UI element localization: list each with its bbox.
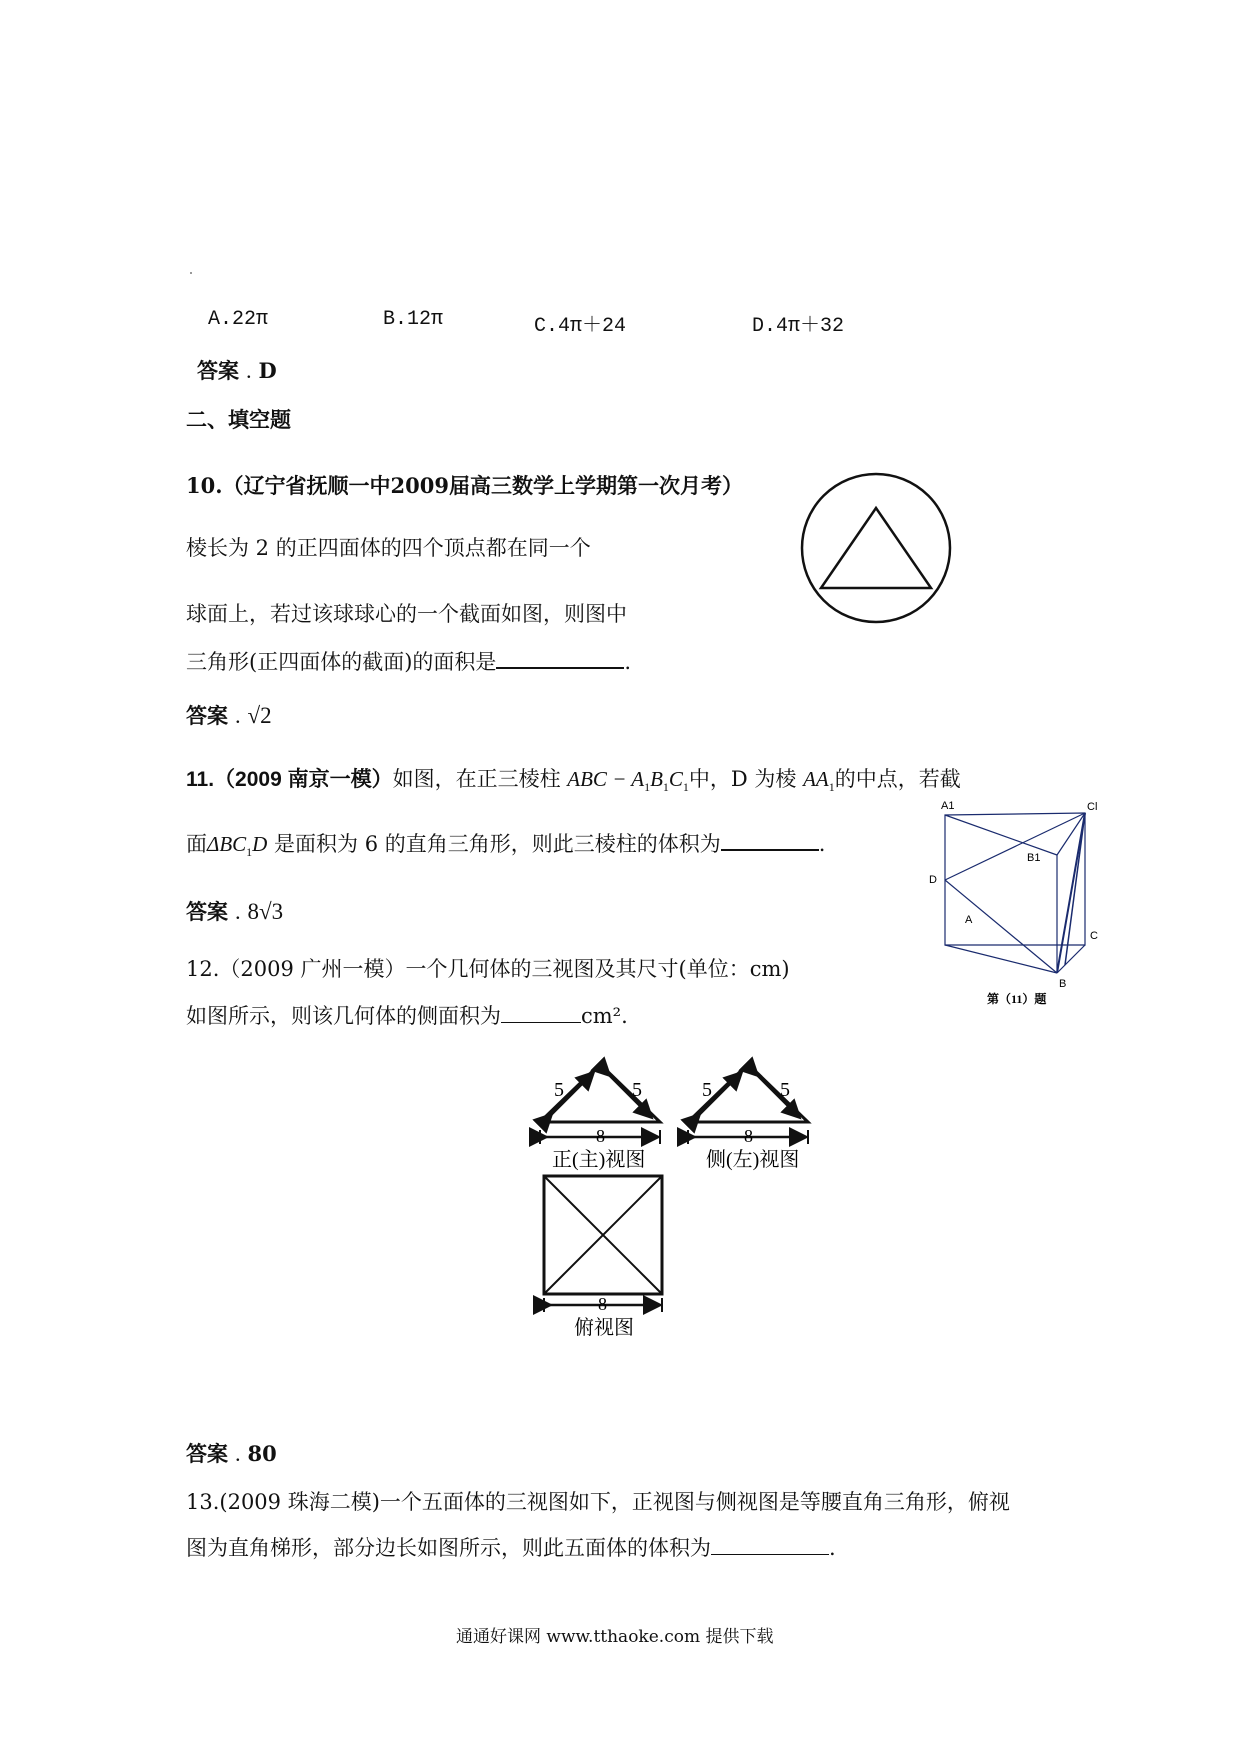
answer-11: 答案 . 8√3 xyxy=(186,899,284,924)
front-view xyxy=(540,1064,660,1171)
q13-line2: 图为直角梯形，部分边长如图所示，则此五面体的体积为 . xyxy=(186,1536,836,1560)
front-base: 8 xyxy=(596,1126,605,1146)
q11-num: 11.（2009 南京一模） xyxy=(186,768,393,791)
q12-blank xyxy=(501,1022,581,1023)
q10-line3: 三角形(正四面体的截面)的面积是 . xyxy=(186,650,632,674)
q13-line2-text: 图为直角梯形，部分边长如图所示，则此五面体的体积为 xyxy=(186,1536,711,1560)
front-view-label: 正(主)视图 xyxy=(552,1149,646,1171)
q10-line2: 球面上，若过该球球心的一个截面如图，则图中 xyxy=(186,602,627,626)
section-title: 二、填空题 xyxy=(186,407,291,432)
answer-value: 8√3 xyxy=(247,899,284,924)
q12-unit: cm² xyxy=(581,1004,622,1028)
q12-line2a: 如图所示，则该几何体的侧面积为 xyxy=(186,1004,501,1028)
q13-line1: 13.(2009 珠海二模)一个五面体的三视图如下，正视图与侧视图是等腰直角三角形，俯视 xyxy=(186,1490,1010,1514)
q10-line1: 棱长为 2 的正四面体的四个顶点都在同一个 xyxy=(186,536,591,560)
q10-figure xyxy=(798,470,954,626)
q11-blank xyxy=(721,849,819,851)
top-base: 8 xyxy=(598,1294,607,1314)
q11-text-d: 面 xyxy=(186,832,207,856)
side-view xyxy=(688,1064,808,1171)
q12-line2: 如图所示，则该几何体的侧面积为 cm². xyxy=(186,1004,628,1028)
sphere-circle xyxy=(802,474,950,622)
q11-figure xyxy=(925,795,1105,1005)
side-slant-right: 5 xyxy=(780,1079,790,1101)
q12-figure xyxy=(520,1050,840,1340)
label-c: C xyxy=(1090,930,1098,942)
label-d: D xyxy=(929,874,937,886)
q13-blank xyxy=(711,1554,829,1555)
side-view-label: 侧(左)视图 xyxy=(706,1149,800,1171)
answer-12: 答案 . 80 xyxy=(186,1441,277,1466)
answer-label: 答案 xyxy=(186,899,228,924)
footer: 通通好课网 www.tthaoke.com 提供下载 xyxy=(456,1627,774,1647)
q11-edge-name: $AA_1$ xyxy=(803,767,835,795)
q11-prism-name: ABC − $A_1B_1C_1$ xyxy=(567,767,689,795)
q10-heading: 10.（辽宁省抚顺一中2009届高三数学上学期第一次月考） xyxy=(186,473,743,498)
answer-value: √2 xyxy=(247,703,272,728)
side-base: 8 xyxy=(744,1126,753,1146)
q10-line3-text: 三角形(正四面体的截面)的面积是 xyxy=(186,650,497,674)
q11-line1 xyxy=(186,763,961,795)
side-slant-left: 5 xyxy=(702,1079,712,1101)
answer-value: 80 xyxy=(247,1441,277,1466)
option-b: B.12π xyxy=(383,308,444,331)
q12-line1: 12.（2009 广州一模）一个几何体的三视图及其尺寸(单位：cm) xyxy=(186,957,790,981)
label-b: B xyxy=(1059,978,1067,990)
q11-line2: 面$\Delta BC_1D$ 是面积为 6 的直角三角形，则此三棱柱的体积为 . xyxy=(186,832,826,860)
top-view-label: 俯视图 xyxy=(574,1317,634,1339)
answer-label: 答案 xyxy=(186,703,228,728)
q11-triangle-name: $\Delta BC_1D$ xyxy=(207,832,268,860)
option-a: A.22π xyxy=(208,308,269,331)
answer-9: 答案 . D xyxy=(197,358,277,383)
option-d: D.4π＋32 xyxy=(752,315,845,338)
q11-fig-caption: 第（11）题 xyxy=(987,992,1047,1005)
section-triangle xyxy=(821,508,931,588)
label-c1: Cl xyxy=(1087,801,1098,813)
q11-text-a: 如图，在正三棱柱 xyxy=(392,767,561,791)
q11-text-c: 的中点，若截 xyxy=(834,767,961,791)
q11-text-e: 是面积为 6 的直角三角形，则此三棱柱的体积为 xyxy=(274,832,721,856)
answer-value: D xyxy=(258,358,277,383)
q10-blank xyxy=(496,667,624,669)
label-a1: A1 xyxy=(941,800,955,812)
top-view xyxy=(544,1176,662,1339)
label-b1: B1 xyxy=(1027,852,1041,864)
answer-10: 答案 . √2 xyxy=(186,703,272,728)
answer-label: 答案 xyxy=(186,1441,228,1466)
option-c: C.4π＋24 xyxy=(534,315,627,338)
answer-label: 答案 xyxy=(197,358,239,383)
front-slant-right: 5 xyxy=(632,1079,642,1101)
front-slant-left: 5 xyxy=(554,1079,564,1101)
label-a: A xyxy=(965,914,973,926)
q11-text-b: 中，D 为棱 xyxy=(688,767,797,791)
